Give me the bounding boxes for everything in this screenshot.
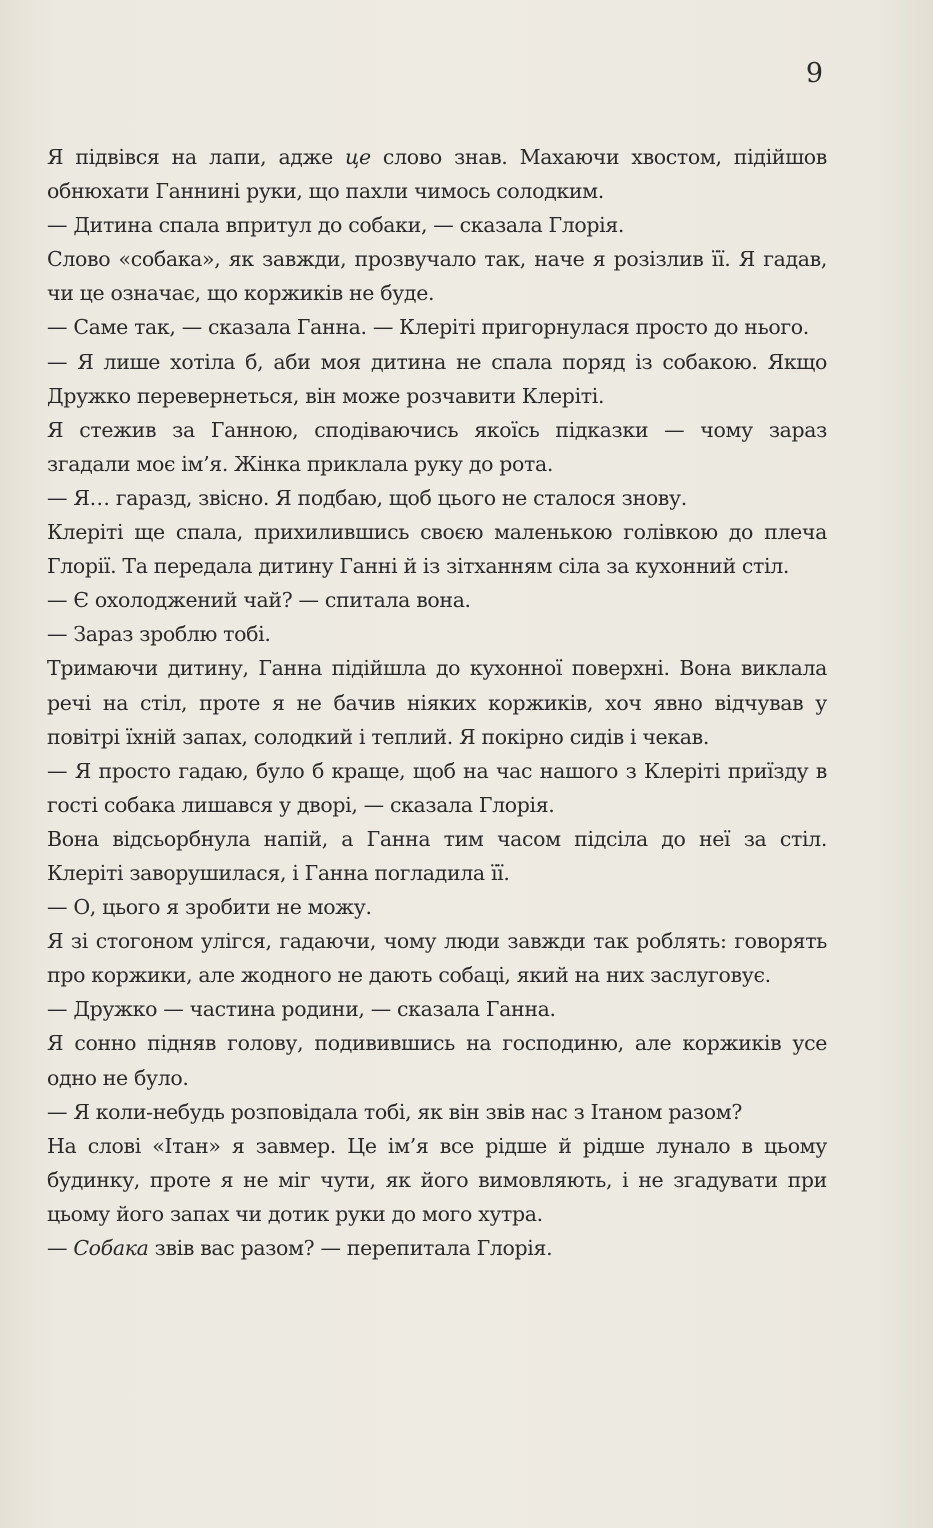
paragraph-text: — Я лише хотіла б, аби моя дитина не спала поряд із собакою. Якщо Дружко перевернеться, він може розчавити Клеріті. (47, 349, 827, 408)
paragraph-text: — Дружко — частина родини, — сказала Ганна. (47, 997, 556, 1022)
paragraph (47, 1026, 827, 1094)
paragraph-text: Я підвівся на лапи, адже (47, 145, 346, 169)
paragraph (47, 242, 827, 310)
paragraph (47, 822, 827, 890)
paragraph-text: Клеріті ще спала, прихилившись своєю маленькою голівкою до плеча Глорії. Та передала дитину Ганні й із зітханням сіла за кухонний стіл. (47, 520, 827, 579)
paragraph (47, 924, 827, 992)
paragraph (47, 413, 827, 481)
paragraph-text: Я сонно підняв голову, подивившись на господиню, але коржиків усе одно не було. (47, 1031, 827, 1090)
paragraph-text: — Є охолоджений чай? — спитала вона. (47, 588, 471, 613)
paragraph-text: — (47, 1236, 74, 1260)
paragraph (47, 1129, 827, 1231)
paragraph (47, 1231, 827, 1265)
paragraph (47, 515, 827, 583)
paragraph-text: — Я просто гадаю, було б краще, щоб на час нашого з Клеріті приїзду в гості собака лишався у дворі, — сказала Глорія. (47, 758, 827, 817)
paragraph-text: Слово «собака», як завжди, прозвучало так, наче я розізлив її. Я гадав, чи це означає, що коржиків не буде. (47, 247, 827, 306)
paragraph-text: Я стежив за Ганною, сподіваючись якоїсь підказки — чому зараз згадали моє ім’я. Жінка приклала руку до рота. (47, 417, 827, 476)
paragraph-text: На слові «Ітан» я завмер. Це ім’я все рідше й рідше лунало в цьому будинку, проте я не міг чути, як його вимовляють, і не згадувати при цьому його запах чи дотик руки до мого хутра. (47, 1133, 827, 1226)
paragraph (47, 583, 827, 617)
paragraph-text: — Я коли-небудь розповідала тобі, як він звів нас з Ітаном разом? (47, 1099, 742, 1124)
paragraph (47, 1095, 827, 1129)
paragraph (47, 140, 827, 208)
emphasis-text: це (345, 145, 371, 169)
paragraph (47, 754, 827, 822)
paragraph-text: — Саме так, — сказала Ганна. — Клеріті пригорнулася просто до нього. (47, 315, 809, 340)
paragraph (47, 310, 827, 344)
paragraph-text: — Зараз зроблю тобі. (47, 622, 271, 647)
paragraph-text: Я зі стогоном улігся, гадаючи, чому люди завжди так роблять: говорять про коржики, але жодного не дають собаці, який на них заслуговує. (47, 929, 827, 988)
paragraph (47, 345, 827, 413)
paragraph-text: Вона відсьорбнула напій, а Ганна тим часом підсіла до неї за стіл. Клеріті заворушилася, і Ганна погладила її. (47, 826, 827, 885)
paragraph-text: Тримаючи дитину, Ганна підійшла до кухонної поверхні. Вона виклала речі на стіл, проте я не бачив ніяких коржиків, хоч явно відчував у повітрі їхній запах, солодкий і теплий. Я покірно сидів і чекав. (47, 656, 827, 749)
emphasis-text: Собака (73, 1236, 149, 1260)
paragraph (47, 617, 827, 651)
paragraph-text: звів вас разом? — перепитала Глорія. (148, 1236, 553, 1260)
paragraph (47, 481, 827, 515)
paragraph (47, 208, 827, 242)
paragraph-text: слово знав. Махаючи хвостом, підійшов обнюхати Ганнині руки, що пахли чимось солодким. (47, 145, 827, 204)
paragraph (47, 651, 827, 753)
paragraph (47, 890, 827, 924)
paragraph-text: — Я… гаразд, звісно. Я подбаю, щоб цього не сталося знову. (47, 485, 687, 510)
paragraph-text: — О, цього я зробити не можу. (47, 895, 372, 920)
paragraph (47, 992, 827, 1026)
page-number: 9 (805, 58, 823, 89)
paragraph-text: — Дитина спала впритул до собаки, — сказала Глорія. (47, 213, 625, 238)
body-text (47, 140, 827, 1265)
